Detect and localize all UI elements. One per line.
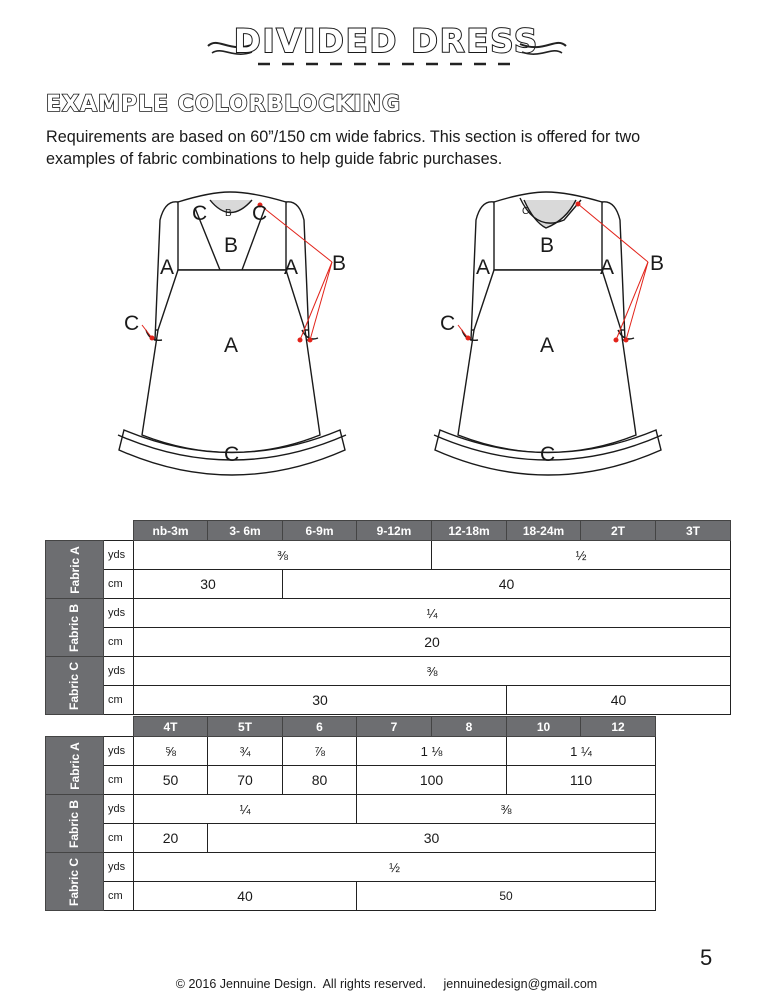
size-header: 18-24m bbox=[507, 521, 581, 541]
fabric-a-cm-value: 70 bbox=[208, 766, 283, 795]
fabric-a-yds-value: ⅝ bbox=[134, 737, 208, 766]
page-header bbox=[0, 18, 773, 68]
label-c-hem: C bbox=[224, 443, 240, 466]
fabric-c-cm-value: 40 bbox=[507, 686, 731, 715]
fabric-a-yds-value: ⅜ bbox=[134, 541, 432, 570]
size-header: 10 bbox=[507, 717, 581, 737]
fabric-c-cm-value: 50 bbox=[357, 882, 656, 911]
label-a-skirt-2: A bbox=[540, 334, 555, 357]
unit-yds: yds bbox=[104, 737, 134, 766]
size-header: 12 bbox=[581, 717, 656, 737]
label-a-sleeve-right-2: A bbox=[600, 256, 615, 279]
right-swash-ornament bbox=[518, 26, 568, 62]
size-header: 8 bbox=[432, 717, 507, 737]
fabric-b-header: Fabric B bbox=[46, 599, 104, 657]
size-header: 3T bbox=[656, 521, 731, 541]
label-c-neck-left: C bbox=[192, 202, 208, 225]
unit-cm: cm bbox=[104, 570, 134, 599]
size-header: 4T bbox=[134, 717, 208, 737]
label-b-pointer: B bbox=[332, 252, 347, 275]
fabric-b-yds-value: ¼ bbox=[134, 599, 731, 628]
unit-yds: yds bbox=[104, 657, 134, 686]
unit-cm: cm bbox=[104, 882, 134, 911]
fabric-a-cm-value: 100 bbox=[357, 766, 507, 795]
size-header: 5T bbox=[208, 717, 283, 737]
fabric-b-cm-value: 20 bbox=[134, 824, 208, 853]
fabric-a-yds-value: ½ bbox=[432, 541, 731, 570]
fabric-b-cm-value: 30 bbox=[208, 824, 656, 853]
size-header: 9-12m bbox=[357, 521, 432, 541]
fabric-table-kids bbox=[45, 716, 656, 911]
fabric-a-cm-value: 110 bbox=[507, 766, 656, 795]
label-b-bodice: B bbox=[224, 234, 239, 257]
label-c-cuff-2: C bbox=[440, 312, 456, 335]
intro-line-2: examples of fabric combinations to help guide fabric purchases. bbox=[46, 150, 503, 168]
fabric-a-yds-value: ¾ bbox=[208, 737, 283, 766]
document-title: DIVIDED DRESS bbox=[234, 22, 539, 60]
fabric-a-cm-value: 50 bbox=[134, 766, 208, 795]
intro-line-1: Requirements are based on 60”/150 cm wide fabrics. This section is offered for two bbox=[46, 128, 641, 146]
fabric-a-cm-value: 40 bbox=[283, 570, 731, 599]
unit-yds: yds bbox=[104, 853, 134, 882]
fabric-a-yds-value: 1 ¼ bbox=[507, 737, 656, 766]
unit-cm: cm bbox=[104, 824, 134, 853]
label-b-pointer-2: B bbox=[650, 252, 665, 275]
label-b-neckband: B bbox=[225, 208, 232, 219]
unit-yds: yds bbox=[104, 599, 134, 628]
fabric-c-header: Fabric C bbox=[46, 657, 104, 715]
fabric-a-header: Fabric A bbox=[46, 737, 104, 795]
label-a-sleeve-left: A bbox=[160, 256, 175, 279]
unit-cm: cm bbox=[104, 628, 134, 657]
fabric-b-header: Fabric B bbox=[46, 795, 104, 853]
label-a-sleeve-right: A bbox=[284, 256, 299, 279]
fabric-b-cm-value: 20 bbox=[134, 628, 731, 657]
size-header: 2T bbox=[581, 521, 656, 541]
footer-copyright: © 2016 Jennuine Design. All rights reserved. jennuinedesign@gmail.com bbox=[175, 977, 598, 991]
fabric-c-header: Fabric C bbox=[46, 853, 104, 911]
fabric-a-yds-value: 1 ⅛ bbox=[357, 737, 507, 766]
fabric-c-cm-value: 40 bbox=[134, 882, 357, 911]
unit-cm: cm bbox=[104, 686, 134, 715]
size-header: nb-3m bbox=[134, 521, 208, 541]
unit-cm: cm bbox=[104, 766, 134, 795]
label-c-neck-right: C bbox=[252, 202, 268, 225]
label-a-sleeve-left-2: A bbox=[476, 256, 491, 279]
fabric-c-yds-value: ½ bbox=[134, 853, 656, 882]
label-a-skirt: A bbox=[224, 334, 239, 357]
fabric-b-yds-value: ¼ bbox=[134, 795, 357, 824]
page-number: 5 bbox=[700, 945, 713, 970]
fabric-c-yds-value: ⅜ bbox=[134, 657, 731, 686]
size-header: 6-9m bbox=[283, 521, 357, 541]
fabric-a-header: Fabric A bbox=[46, 541, 104, 599]
section-heading: EXAMPLE COLORBLOCKING bbox=[46, 92, 402, 117]
fabric-a-cm-value: 30 bbox=[134, 570, 283, 599]
size-header: 7 bbox=[357, 717, 432, 737]
fabric-table-baby-toddler bbox=[45, 520, 731, 715]
label-b-bodice-2: B bbox=[540, 234, 555, 257]
fabric-a-yds-value: ⅞ bbox=[283, 737, 357, 766]
fabric-b-yds-value: ⅜ bbox=[357, 795, 656, 824]
unit-yds: yds bbox=[104, 541, 134, 570]
fabric-a-cm-value: 80 bbox=[283, 766, 357, 795]
title-underline-dashes bbox=[258, 62, 516, 66]
fabric-c-cm-value: 30 bbox=[134, 686, 507, 715]
label-c-cuff: C bbox=[124, 312, 140, 335]
label-c-hem-2: C bbox=[540, 443, 556, 466]
size-header: 12-18m bbox=[432, 521, 507, 541]
intro-text bbox=[46, 126, 726, 170]
colorblocking-illustration bbox=[100, 180, 700, 480]
unit-yds: yds bbox=[104, 795, 134, 824]
size-header: 3- 6m bbox=[208, 521, 283, 541]
label-c-cross-neck: C bbox=[522, 206, 530, 217]
size-header: 6 bbox=[283, 717, 357, 737]
